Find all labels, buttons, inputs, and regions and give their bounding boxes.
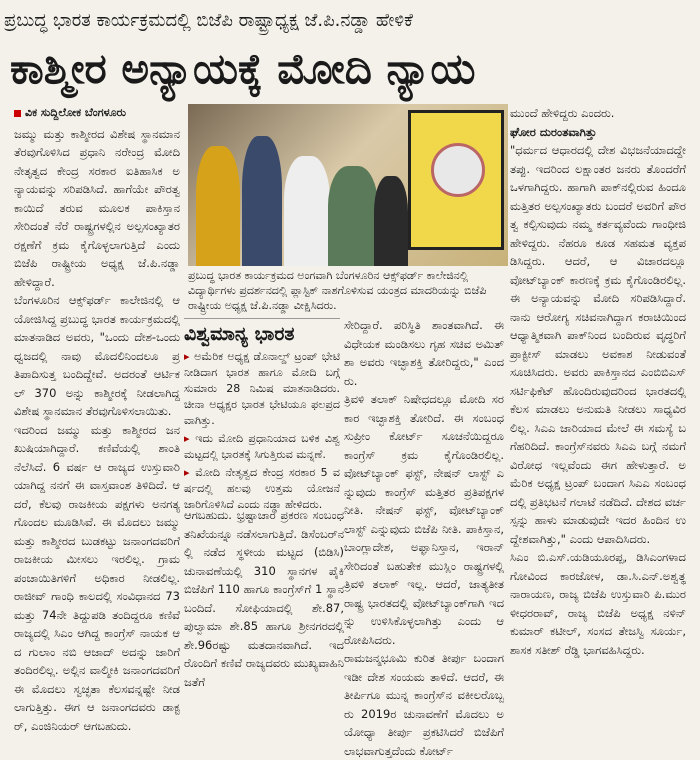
box-item-text: ಮೋದಿ ನೇತೃತ್ವದ ಕೇಂದ್ರ ಸರಕಾರ 5 ವರ್ಷದಲ್ಲಿ ಹಲವು ಉತ್ತಮ ಯೋಜನೆ ಜಾರಿಗೊಳಿಸಿದೆ ಎಂದು ನಡ್ಡಾ ಹೇಳಿದರು. [184,466,340,511]
paragraph: ಆಗಬಹುದು. ಭ್ರಷ್ಟಾಚಾರ ಪ್ರಕರಣ ಸಂಬಂಧ ತನಿಖೆಯನ್ನೂ ನಡೆಸಲಾಗುತ್ತಿದೆ. ಡಿಸೆಂಬರ್‌ನಲ್ಲಿ ನಡೆದ ಸ್ಥಳೀಯ ಮಟ್ಟದ (ಬಿಡಿಸಿ) ಚುನಾವಣೆಯಲ್ಲಿ 310 ಸ್ಥಾನಗಳ ಪೈಕಿ ಬಿಜೆಪಿಗೆ 110 ಹಾಗೂ ಕಾಂಗ್ರೆಸ್‌ಗೆ 1 ಸ್ಥಾನ ಬಂದಿದೆ. ಸೋಫಿಯಾದಲ್ಲಿ ಶೇ.87, ಪುಲ್ವಾಮಾ ಶೇ.85 ಹಾಗೂ ಶ್ರೀನಗರದಲ್ಲಿ ಶೇ.96ರಷ್ಟು ಮತದಾನವಾಗಿದೆ. ಇದರೊಂದಿಗೆ ಕಣಿವೆ ರಾಜ್ಯದವರು ಮುಖ್ಯವಾಹಿನಿ ಜತೆಗೆ [184,508,344,689]
paragraph: ಮುಂದೆ ಹೇಳಿದ್ದರು ಎಂದರು. [510,106,615,120]
photo-display-screen [408,110,504,250]
photo-display-graphic [431,143,485,197]
sidebar-box [184,318,340,511]
arrow-icon: ▸ [184,350,195,363]
box-item [184,349,340,429]
paragraph: ಸೇರಿದ್ದಾರೆ. ಪರಿಸ್ಥಿತಿ ಶಾಂತವಾಗಿದೆ. ಈ ವಿಧೇಯಕ ಮಂಡಿಸಲು ಗೃಹ ಸಚಿವ ಅಮಿತ್ ಶಾ ಅವರು ಇಚ್ಛಾಶಕ್ತಿ ತೋರಿದ್ದರು," ಎಂದರು. [344,318,504,388]
box-item [184,431,340,463]
byline [14,104,180,123]
byline-text: ವಿಕ ಸುದ್ದಿಲೋಕ ಬೆಂಗಳೂರು [25,106,126,119]
paragraph: ಸಿಎಂ ಬಿ.ಎಸ್.ಯಡಿಯೂರಪ್ಪ, ಡಿಸಿಎಂಗಳಾದ ಗೋವಿಂದ ಕಾರಜೋಳ, ಡಾ.ಸಿ.ಎನ್.ಅಶ್ವತ್ಥನಾರಾಯಣ, ರಾಜ್ಯ ಬಿಜೆಪಿ ಉಸ್ತುವಾರಿ ಪಿ.ಮುರಳೀಧರರಾವ್, ರಾಜ್ಯ ಬಿಜೆಪಿ ಅಧ್ಯಕ್ಷ ನಳಿನ್ ಕುಮಾರ್ ಕಟೀಲ್, ಸಂಸದ ತೇಜಸ್ವಿ ಸೂರ್ಯ, ಶಾಸಕ ಸತೀಶ್ ರೆಡ್ಡಿ ಭಾಗವಹಿಸಿದ್ದರು. [510,550,686,657]
column-e [510,104,686,704]
photo-figure [284,156,330,266]
paragraph: "ಧರ್ಮದ ಆಧಾರದಲ್ಲಿ ದೇಶ ವಿಭಜನೆಯಾದದ್ದೇ ತಪ್ಪು. ಇದರಿಂದ ಲಕ್ಷಾಂತರ ಜನರು ತೊಂದರೆಗೆ ಒಳಗಾಗಿದ್ದರು. ಹಾಗಾಗಿ ಪಾಕ್‌ನಲ್ಲಿರುವ ಹಿಂದೂ ಮತ್ತಿತರ ಅಲ್ಪಸಂಖ್ಯಾತರು ಬಂದರೆ ಅವರಿಗೆ ಪೌರತ್ವ ಕಲ್ಪಿಸುವುದು ನಮ್ಮ ಕರ್ತವ್ಯವೆಂದು ಗಾಂಧೀಜಿ ಹೇಳಿದ್ದರು. ನೆಹರೂ ಕೂಡ ಸಹಮತ ವ್ಯಕ್ತಪಡಿಸಿದ್ದರು. ಆದರೆ, ಆ ವಿಚಾರದಲ್ಲೂ ವೋಟ್‌ಬ್ಯಾಂಕ್ ಕಾರಣಕ್ಕೆ ಕ್ರಮ ಕೈಗೊಂಡಿರಲಿಲ್ಲ. ಈ ಅನ್ಯಾಯವನ್ನು ಮೋದಿ ಸರಿಪಡಿಸಿದ್ದಾರೆ. ನಾನು ಆರೋಗ್ಯ ಸಚಿವನಾಗಿದ್ದಾಗ ಕರಾಚಿಯಿಂದ ಆಧ್ಯಾತ್ಮಿಕವಾಗಿ ಪಾಕ್‌ನಿಂದ ಬಂದಿರುವ ವೃದ್ಧರಿಗೆ ಪ್ರಾಕ್ಟೀಸ್ ಮಾಡಲು ಅವಕಾಶ ನೀಡುವಂತೆ ಸೂಚಿಸಿದರು. ಅವರು ಪಾಕಿಸ್ತಾನದ ಎಂಬಿಬಿಎಸ್ ಸರ್ಟಿಫಿಕೆಟ್ ಹೊಂದಿರುವುದರಿಂದ ಭಾರತದಲ್ಲಿ ಕೆಲಸ ಮಾಡಲು ಅನುಮತಿ ನೀಡಲು ಸಾಧ್ಯವಿರಲಿಲ್ಲ. ಸಿಎಎ ಜಾರಿಯಾದ ಮೇಲೆ ಈ ಸಮಸ್ಯೆ ಬಗೆಹರಿದಿದೆ. ಕಾಂಗ್ರೆಸ್‌ನವರು ಸಿಎಎ ಬಗ್ಗೆ ನಮಗೆ ವಿರೋಧ ಇಲ್ಲವೆಂದು ಈಗ ಹೇಳುತ್ತಾರೆ. ಅಮೆರಿಕ ಅಧ್ಯಕ್ಷ ಟ್ರಂಪ್ ಬಂದಾಗ ಸಿಎಎ ಸಂಬಂಧದಲ್ಲಿ ಪ್ರತಿಭಟನೆ ಗಲಾಟೆ ನಡೆದಿದೆ. ದೇಶದ ವರ್ಚಸ್ಸನ್ನು ಹಾಳು ಮಾಡುವುದೇ ಇದರ ಹಿಂದಿನ ಉದ್ದೇಶವಾಗಿತ್ತು," ಎಂದು ಆಪಾದಿಸಿದರು. [510,143,686,546]
photo-figure [328,166,378,266]
photo-figure [242,136,282,266]
arrow-icon: ▸ [184,466,196,479]
photo-figure [374,176,408,266]
bullet-square-icon [14,110,21,117]
paragraph: ಇದರಿಂದ ಜಮ್ಮು ಮತ್ತು ಕಾಶ್ಮೀರದ ಜನ ಖುಷಿಯಾಗಿದ್ದಾರೆ. ಕಣಿವೆಯಲ್ಲಿ ಶಾಂತಿ ನೆಲೆಸಿದೆ. 6 ವರ್ಷ ಆ ರಾಜ್ಯದ ಉಸ್ತುವಾರಿ ಯಾಗಿದ್ದ ನನಗೆ ಈ ವಾಸ್ತವಾಂಶ ತಿಳಿದಿದೆ. ಆದರೆ, ಕೆಲವು ರಾಜಕೀಯ ಪಕ್ಷಗಳು ಅನಗತ್ಯ ಗೊಂದಲ ಮೂಡಿಸಿವೆ. ಈ ಮೊದಲು ಜಮ್ಮು ಮತ್ತು ಕಾಶ್ಮೀರದ ಬುಡಕಟ್ಟು ಜನಾಂಗದವರಿಗೆ ರಾಜಕೀಯ ಮೀಸಲು ಇರಲಿಲ್ಲ. ಗ್ರಾಮ ಪಂಚಾಯಿತಿಗಳಿಗೆ ಅಧಿಕಾರ ನೀಡಲಿಲ್ಲ. ರಾಜೀವ್ ಗಾಂಧಿ ಕಾಲದಲ್ಲಿ ಸಂವಿಧಾನದ 73 ಮತ್ತು 74ನೇ ತಿದ್ದುಪಡಿ ತಂದಿದ್ದರೂ ಕಣಿವೆ ರಾಜ್ಯದಲ್ಲಿ ಸಿಎಂ ಆಗಿದ್ದ ಕಾಂಗ್ರೆಸ್ ನಾಯಕ ಆದ ಗುಲಾಂ ನಬಿ ಆಜಾದ್ ಅದನ್ನು ಜಾರಿಗೆ ತಂದಿರಲಿಲ್ಲ. ಅಲ್ಲಿನ ವಾಲ್ಮೀಕಿ ಜನಾಂಗದವರಿಗೆ ಈ ಮೊದಲು ಸ್ವಚ್ಛತಾ ಕೆಲಸವನ್ನಷ್ಟೇ ನೀಡಲಾಗುತ್ತಿತ್ತು. ಈಗ ಆ ಜನಾಂಗದವರು ಡಾಕ್ಟರ್, ಎಂಜಿನಿಯರ್ ಆಗಬಹುದು. [14,422,180,733]
column-c [344,316,504,758]
subheading: ಘೋರ ದುರಂತವಾಗಿತ್ತು [510,124,597,139]
box-item-text: ಅಮೆರಿಕ ಅಧ್ಯಕ್ಷ ಡೊನಾಲ್ಡ್ ಟ್ರಂಪ್ ಭೇಟಿ ನೀಡಿದಾಗ ಭಾರತ ಹಾಗೂ ಮೋದಿ ಬಗ್ಗೆ ಸುಮಾರು 28 ನಿಮಿಷ ಮಾತನಾಡಿದರು. ಚೀನಾ ಅಧ್ಯಕ್ಷರ ಭಾರತ ಭೇಟಿಯೂ ಫಲಪ್ರದವಾಗಿತ್ತು. [184,350,340,427]
paragraph: ಜಮ್ಮು ಮತ್ತು ಕಾಶ್ಮೀರದ ವಿಶೇಷ ಸ್ಥಾನಮಾನ ತೆರವುಗೊಳಿಸಿದ ಪ್ರಧಾನಿ ನರೇಂದ್ರ ಮೋದಿ ನೇತೃತ್ವದ ಕೇಂದ್ರ ಸರಕಾರ ಐತಿಹಾಸಿಕ ಅನ್ಯಾಯವನ್ನು ಸರಿಪಡಿಸಿದೆ. ಹಾಗೆಯೇ ಪೌರತ್ವಕಾಯಿದೆ ತರುವ ಮೂಲಕ ಪಾಕಿಸ್ತಾನ ಸೇರಿದಂತೆ ನೆರೆ ರಾಷ್ಟ್ರಗಳಲ್ಲಿನ ಅಲ್ಪಸಂಖ್ಯಾತರ ರಕ್ಷಣೆಗೆ ಕ್ರಮ ಕೈಗೊಳ್ಳಲಾಗುತ್ತಿದೆ ಎಂದು ಬಿಜೆಪಿ ರಾಷ್ಟ್ರೀಯ ಅಧ್ಯಕ್ಷ ಜೆ.ಪಿ.ನಡ್ಡಾ ಹೇಳಿದ್ದಾರೆ. [14,126,180,289]
column-a [14,104,180,733]
box-title: ವಿಶ್ವಮಾನ್ಯ ಭಾರತ [184,323,295,345]
column-b-lower [184,506,344,706]
photo-caption: ಪ್ರಬುದ್ಧ ಭಾರತ ಕಾರ್ಯಕ್ರಮದ ಅಂಗವಾಗಿ ಬೆಂಗಳೂರಿನ ಆಕ್ಸ್‌ಫರ್ಡ್ ಕಾಲೇಜಿನಲ್ಲಿ ವಿದ್ಯಾರ್ಥಿಗಳು ಪ್ರದರ್ಶನದಲ್ಲಿ ಪ್ಲಾಸ್ಟಿಕ್ ನಾಶಗೊಳಿಸುವ ಯಂತ್ರದ ಮಾದರಿಯನ್ನು ಬಿಜೆಪಿ ರಾಷ್ಟ್ರೀಯ ಅಧ್ಯಕ್ಷ ಜೆ.ಪಿ.ನಡ್ಡಾ ವೀಕ್ಷಿಸಿದರು. [188,269,487,312]
paragraph: ರಾಮಜನ್ಮಭೂಮಿ ಕುರಿತ ತೀರ್ಪು ಬಂದಾಗ ಇಡೀ ದೇಶ ಸಂಯಮ ತಾಳಿದೆ. ಆದರೆ, ಈ ತೀರ್ಪಿಗೂ ಮುನ್ನ ಕಾಂಗ್ರೆಸ್‌ನ ವಕೀಲರೊಬ್ಬರು 2019ರ ಚುನಾವಣೆಗೆ ಮೊದಲು ಅಯೋಧ್ಯಾ ತೀರ್ಪು ಪ್ರಕಟಿಸಿದರೆ ಬಿಜೆಪಿಗೆ ಲಾಭವಾಗುತ್ತದೆಂದು ಕೋರ್ಟ್ [344,651,504,758]
paragraph: ಬೆಂಗಳೂರಿನ ಆಕ್ಸ್‌ಫರ್ಡ್ ಕಾಲೇಜಿನಲ್ಲಿ ಆಯೋಜಿಸಿದ್ದ ಪ್ರಬುದ್ಧ ಭಾರತ ಕಾರ್ಯಕ್ರಮದಲ್ಲಿ ಮಾತನಾಡಿದ ಅವರು, "ಒಂದು ದೇಶ-ಒಂದು ಧ್ವಜದಲ್ಲಿ ನಾವು ಮೊದಲಿನಿಂದಲೂ ಪ್ರತಿಪಾದಿಸುತ್ತ ಬಂದಿದ್ದೇವೆ. ಅದರಂತೆ ಆರ್ಟಿಕಲ್ 370 ಅನ್ನು ಕಾಶ್ಮೀರಕ್ಕೆ ನೀಡಲಾಗಿದ್ದ ವಿಶೇಷ ಸ್ಥಾನಮಾನ ತೆರವುಗೊಳಿಸಲಾಯಿತು. [14,293,180,418]
arrow-icon: ▸ [184,432,196,445]
box-item-text: ಇದು ಮೋದಿ ಪ್ರಧಾನಿಯಾದ ಬಳಿಕ ವಿಶ್ವಮಟ್ಟದಲ್ಲಿ ಭಾರತಕ್ಕೆ ಸಿಗುತ್ತಿರುವ ಮನ್ನಣೆ. [184,432,340,461]
photo-figure [196,146,240,266]
paragraph: ತ್ರಿವಳಿ ತಲಾಕ್ ನಿಷೇಧದಲ್ಲೂ ಮೋದಿ ಸರಕಾರ ಇಚ್ಛಾಶಕ್ತಿ ತೋರಿದೆ. ಈ ಸಂಬಂಧ ಸುಪ್ರೀಂ ಕೋರ್ಟ್ ಸೂಚನೆಯಿದ್ದರೂ ಕಾಂಗ್ರೆಸ್ ಕ್ರಮ ಕೈಗೊಂಡಿರಲಿಲ್ಲ. ವೋಟ್‌ಬ್ಯಾಂಕ್ ಫಸ್ಟ್, ನೇಷನ್ ಲಾಸ್ಟ್ ಎನ್ನುವುದು ಕಾಂಗ್ರೆಸ್ ಮತ್ತಿತರ ಪ್ರತಿಪಕ್ಷಗಳ ನೀತಿ. ನೇಷನ್ ಫಸ್ಟ್, ವೋಟ್‌ಬ್ಯಾಂಕ್ ಲಾಸ್ಟ್ ಎನ್ನುವುದು ಬಿಜೆಪಿ ನೀತಿ. ಪಾಕಿಸ್ತಾನ, ಬಾಂಗ್ಲಾದೇಶ, ಅಫ್ಘಾನಿಸ್ತಾನ, ಇರಾನ್ ಸೇರಿದಂತೆ ಬಹುತೇಕ ಮುಸ್ಲಿಂ ರಾಷ್ಟ್ರಗಳಲ್ಲಿ ತ್ರಿವಳಿ ತಲಾಕ್ ಇಲ್ಲ. ಆದರೆ, ಜಾತ್ಯತೀತ ರಾಷ್ಟ್ರ ಭಾರತದಲ್ಲಿ ವೋಟ್‌ಬ್ಯಾಂಕ್‌ಗಾಗಿ ಇದನ್ನು ಉಳಿಸಿಕೊಳ್ಳಲಾಗಿತ್ತು ಎಂದು ಆರೋಪಿಸಿದರು. [344,392,504,647]
headline: ಕಾಶ್ಮೀರ ಅನ್ಯಾಯಕ್ಕೆ ಮೋದಿ ನ್ಯಾಯ [10,44,476,93]
news-photo [188,104,508,266]
kicker: ಪ್ರಬುದ್ಧ ಭಾರತ ಕಾರ್ಯಕ್ರಮದಲ್ಲಿ ಬಿಜೆಪಿ ರಾಷ್ಟ್ರಾಧ್ಯಕ್ಷ ಜೆ.ಪಿ.ನಡ್ಡಾ ಹೇಳಿಕೆ [4,10,413,31]
